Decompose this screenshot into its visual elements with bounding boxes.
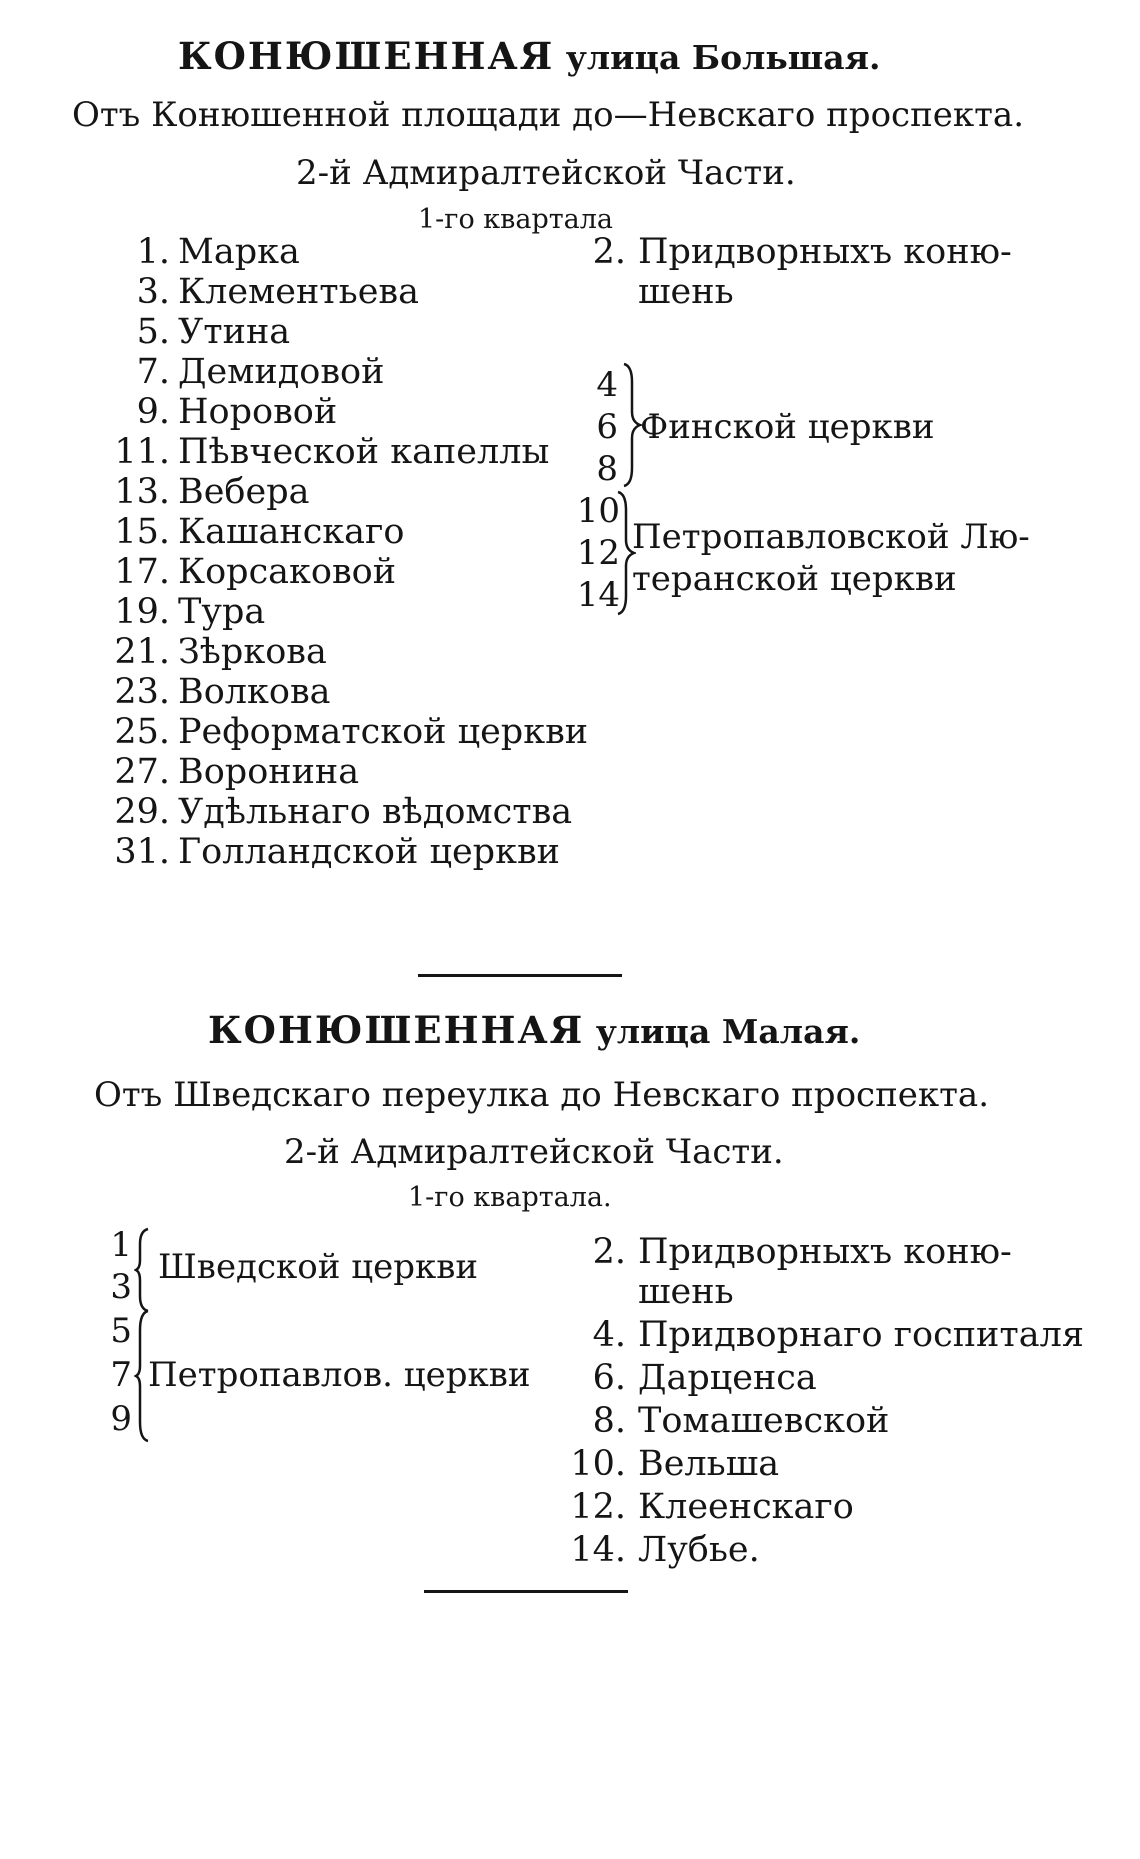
list-item: 15. Кашанскаго — [114, 511, 405, 552]
list-item: 3. Клементьева — [136, 271, 420, 312]
group-number: 12 — [576, 533, 620, 573]
group-number: 4 — [596, 365, 618, 405]
list-item: 11. Пѣвческой капеллы — [114, 431, 550, 472]
section2-even-item-2: 2. Придворныхъ коню- — [592, 1231, 1012, 1272]
section1-title — [178, 34, 881, 78]
section2-even-list — [570, 1314, 1084, 1572]
list-item: 13. Вебера — [114, 471, 310, 512]
group-label: Шведской церкви — [158, 1247, 479, 1287]
curly-brace-icon — [620, 360, 642, 490]
section1-odd-list — [108, 232, 588, 872]
section1-part: 2-й Адмиралтейской Части. — [296, 153, 796, 193]
group-label: Петропавлов. церкви — [148, 1355, 531, 1395]
list-item: 6. Дарценса — [592, 1358, 817, 1398]
section2-title-rest: улица Малая. — [595, 1012, 861, 1051]
list-item: 17. Корсаковой — [114, 551, 397, 592]
list-item: 10. Вельша — [570, 1444, 780, 1484]
section1-even-item-2: 2. Придворныхъ коню- — [592, 231, 1012, 272]
group-label-line1: Петропавловской Лю- — [632, 517, 1030, 557]
group-label: Финской церкви — [640, 407, 935, 447]
list-item: 7. Демидовой — [136, 351, 385, 392]
list-item: 23. Волкова — [114, 671, 331, 712]
list-item: 8. Томашевской — [592, 1401, 890, 1441]
list-item: 25. Реформатской церкви — [114, 711, 589, 752]
section2-quarter: 1-го квартала. — [408, 1182, 612, 1213]
section-divider — [418, 974, 622, 977]
section1-title-bold: КОНЮШЕННАЯ — [178, 34, 555, 78]
section2-title-bold: КОНЮШЕННАЯ — [208, 1008, 585, 1052]
list-item: 14. Лубье. — [570, 1530, 760, 1570]
section1-route: Отъ Конюшенной площади до—Невскаго проспекта. — [72, 95, 1024, 135]
section1-title-rest: улица Большая. — [565, 38, 881, 77]
group-number: 3 — [110, 1267, 132, 1307]
section2-even-item-2-cont: шень — [638, 1271, 734, 1312]
section-divider — [424, 1590, 628, 1593]
section1-even-item-2-cont: шень — [638, 271, 734, 312]
list-item: 9. Норовой — [136, 391, 338, 432]
group-number: 8 — [596, 449, 618, 489]
section2-route: Отъ Шведскаго переулка до Невскаго проспекта. — [94, 1075, 990, 1115]
group-number: 10 — [576, 491, 620, 531]
group-number: 14 — [576, 575, 620, 615]
section2-part: 2-й Адмиралтейской Части. — [284, 1132, 784, 1172]
list-item: 12. Клеенскаго — [570, 1487, 854, 1527]
group-number: 5 — [110, 1311, 132, 1351]
list-item: 1. Марка — [136, 231, 300, 272]
list-item: 31. Голландской церкви — [114, 831, 560, 872]
group-number: 6 — [596, 407, 618, 447]
curly-brace-icon — [134, 1226, 154, 1314]
section1-quarter: 1-го квартала — [418, 204, 614, 235]
list-item: 29. Удѣльнаго вѣдомства — [114, 791, 573, 832]
list-item: 21. Зѣркова — [114, 631, 327, 672]
list-item: 5. Утина — [136, 311, 291, 352]
group-number: 9 — [110, 1399, 132, 1439]
group-label-line2: теранской церкви — [632, 559, 957, 599]
section2-title — [208, 1008, 861, 1052]
group-number: 7 — [110, 1355, 132, 1395]
list-item: 4. Придворнаго госпиталя — [592, 1315, 1084, 1355]
group-number: 1 — [110, 1225, 132, 1265]
list-item: 27. Воронина — [114, 751, 360, 792]
list-item: 19. Тура — [114, 591, 266, 632]
